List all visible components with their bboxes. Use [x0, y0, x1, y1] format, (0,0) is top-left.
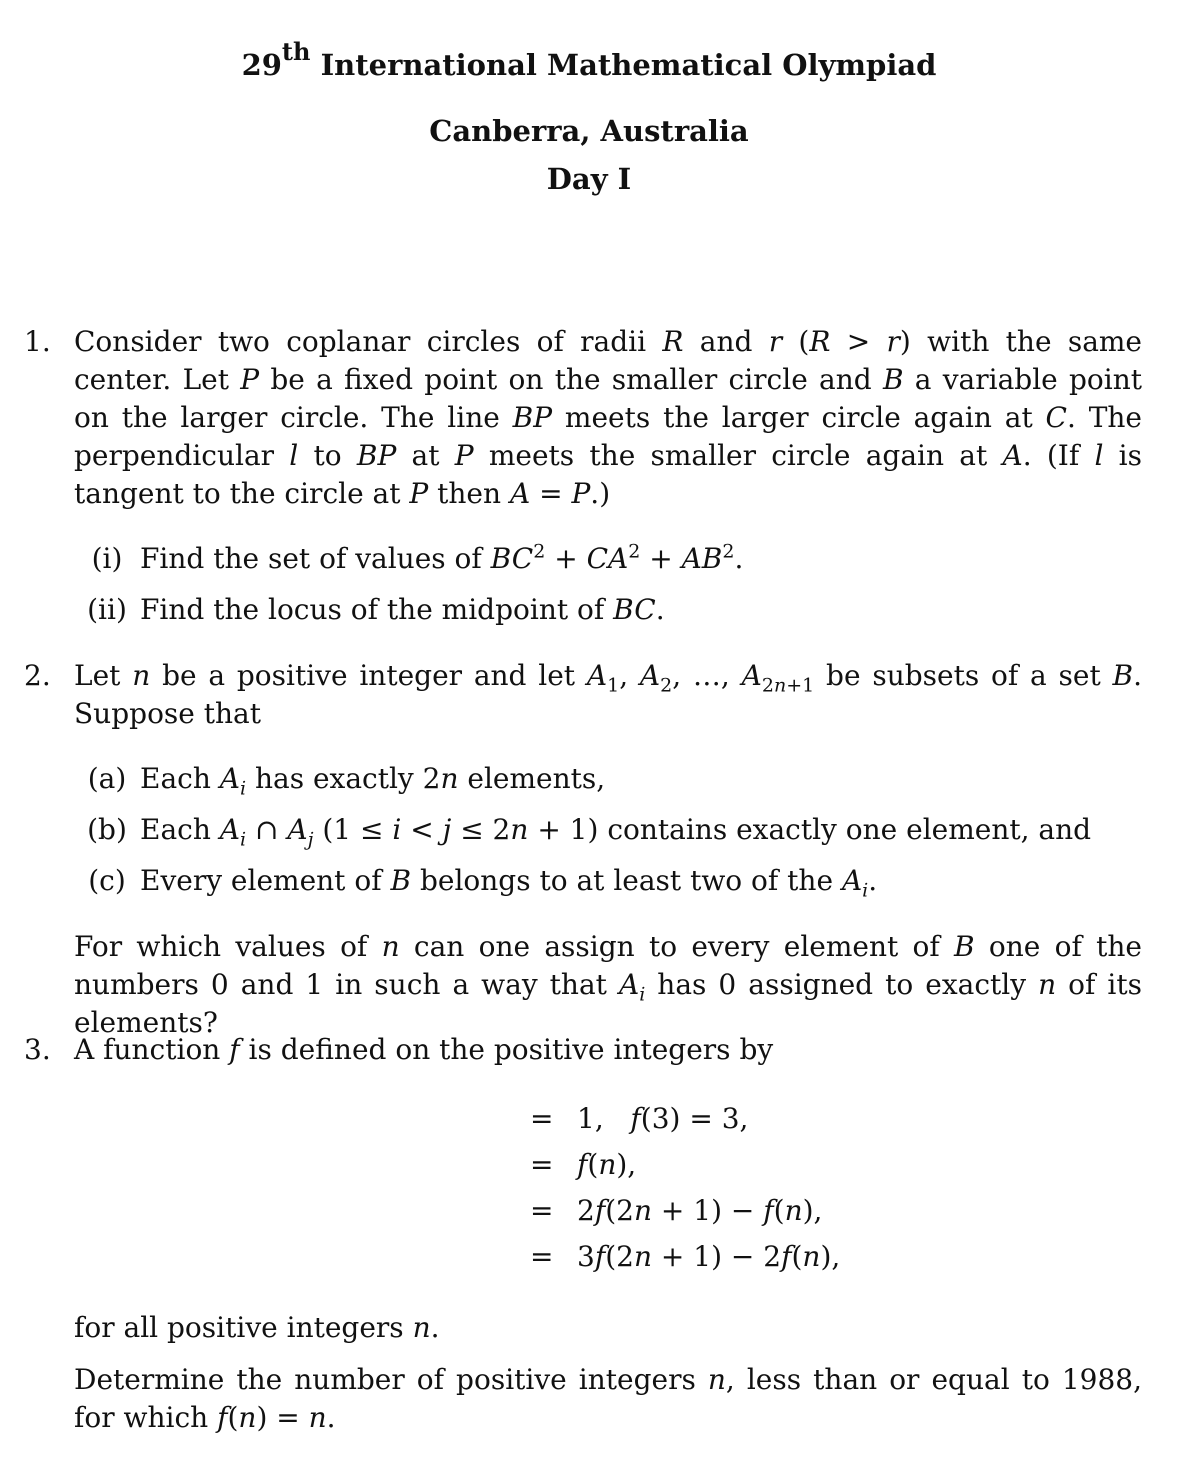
part-label: (i) [91, 542, 123, 575]
equation-rhs: 3f(2n + 1) − 2f(n), [577, 1240, 841, 1273]
equation-rhs: 2f(2n + 1) − f(n), [577, 1194, 823, 1227]
equation-relation: = [530, 1148, 554, 1181]
problem-2-statement: Let n be a positive integer and let $A_1$, $A_2$, …, $A_{2n+1}$ be subsets of a set B. Suppose that [74, 659, 1142, 730]
title-ordinal-suffix: th [281, 37, 311, 67]
equation-rhs: 1, f(3) = 3, [577, 1102, 749, 1135]
problem-3-number: 3. [24, 1033, 51, 1066]
part-text: Each $A_i$ has exactly 2n elements, [140, 762, 606, 800]
problem-1-number: 1. [24, 325, 51, 358]
part-label: (ii) [87, 593, 127, 626]
part-text: Find the locus of the midpoint of BC. [140, 593, 665, 626]
part-text: Each $A_i$ ∩ $A_j$ (1 ≤ i < j ≤ 2n + 1) contains exactly one element, and [140, 813, 1092, 851]
part-label: (c) [88, 864, 126, 897]
problem-2-part-a [74, 760, 1142, 798]
part-text: Find the set of values of $BC^2 + CA^2 + AB^2$. [140, 540, 744, 575]
problem-1-statement: Consider two coplanar circles of radii R and r (R > r) with the same center. Let P be a fixed point on the smaller circle and B a variable point on the larger circle. The line BP meets the larger circle again at C. The perpendicular l to BP at P meets the smaller circle again at A. (If l is tangent to the circle at P then A = P.) [74, 325, 1143, 510]
equation-relation: = [530, 1240, 554, 1273]
equation-relation: = [530, 1102, 554, 1135]
problem-3-condition: for all positive integers n. [74, 1311, 440, 1344]
day-heading: Day I [546, 162, 632, 196]
title-text: International Mathematical Olympiad [320, 48, 937, 82]
equation-rhs: f(n), [577, 1148, 637, 1181]
part-label: (b) [87, 813, 127, 846]
problem-2-question: For which values of n can one assign to every element of B one of the numbers 0 and 1 in such a way that $A_i$ has 0 assigned to exactly n of its elements? [74, 930, 1142, 1039]
problem-3-question: Determine the number of positive integers n, less than or equal to 1988, for which f(n) = n. [74, 1363, 1142, 1434]
title-ordinal: 29 [241, 48, 282, 82]
part-label: (a) [87, 762, 127, 795]
location-heading: Canberra, Australia [429, 114, 749, 148]
part-text: Every element of B belongs to at least two of the $A_i$. [140, 864, 878, 902]
equation-relation: = [530, 1194, 554, 1227]
problem-2-number: 2. [24, 659, 51, 692]
problem-1-part-i [74, 540, 1142, 578]
problem-1-part-ii [74, 591, 1142, 629]
problem-2-part-c [74, 862, 1142, 900]
page-title [0, 37, 1178, 84]
problem-2-part-b [74, 811, 1142, 849]
problem-3-statement: A function f is defined on the positive integers by [74, 1033, 774, 1066]
